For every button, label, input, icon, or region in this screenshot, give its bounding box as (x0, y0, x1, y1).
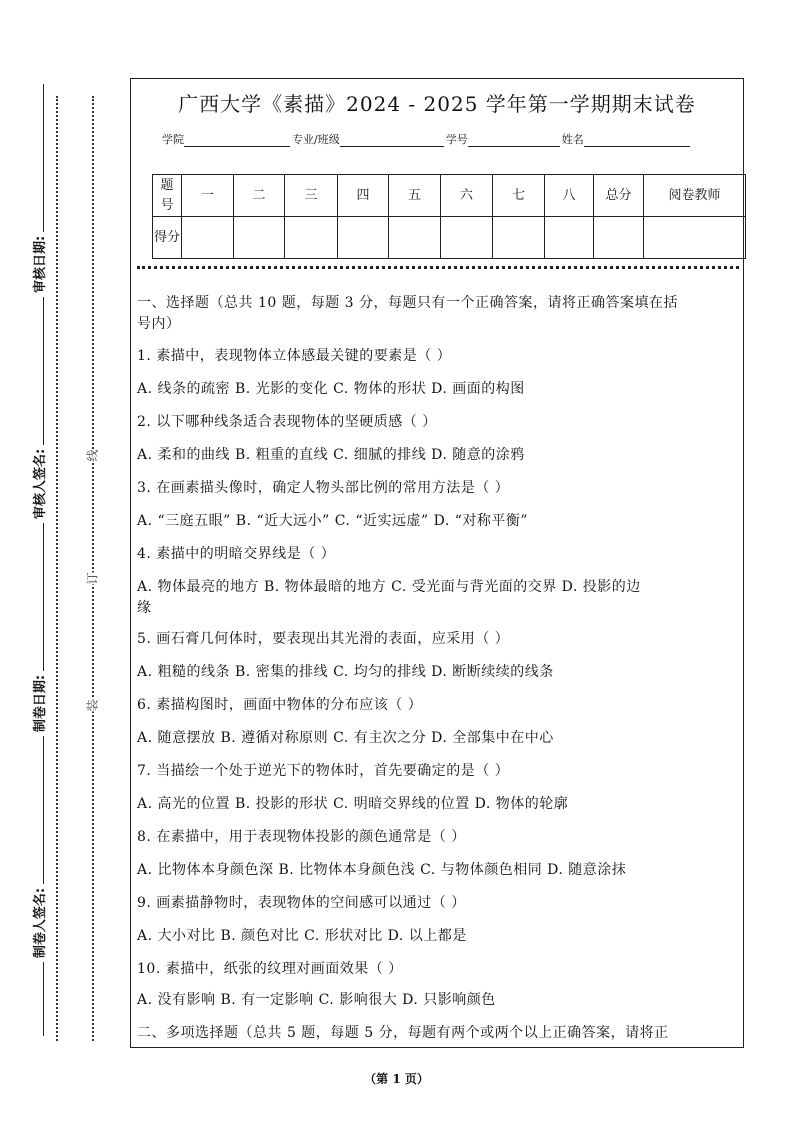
score-cell[interactable] (493, 217, 545, 259)
answer-options: A. 比物体本身颜色深 B. 比物体本身颜色浅 C. 与物体颜色相同 D. 随意涂抹 (137, 862, 627, 878)
binding-mark: 线 (85, 449, 100, 462)
preparer-signature-label: 制卷人签名: (32, 887, 48, 959)
preparation-date-label: 制卷日期: (32, 674, 48, 733)
question-text: 7. 当描绘一个处于逆光下的物体时，首先要确定的是（ ） (137, 763, 510, 779)
score-header-cell: 三 (285, 175, 338, 217)
reviewer-signature-label: 审核人签名: (32, 448, 48, 520)
score-cell[interactable] (594, 217, 644, 259)
student-info (162, 131, 692, 147)
name-field[interactable] (584, 132, 690, 147)
score-header-cell: 二 (234, 175, 285, 217)
score-cell[interactable] (441, 217, 493, 259)
binding-dotted-line (56, 96, 58, 1041)
binding-mark: 订 (85, 572, 100, 585)
answer-options: A. “三庭五眼” B. “近大远小” C. “近实远虚” D. “对称平衡” (137, 513, 529, 529)
question-text: 6. 素描构图时，画面中物体的分布应该（ ） (137, 697, 423, 713)
question-text: 二、多项选择题（总共 5 题，每题 5 分，每题有两个或两个以上正确答案，请将正 (137, 1025, 669, 1041)
question-text: 3. 在画素描头像时，确定人物头部比例的常用方法是（ ） (137, 480, 510, 496)
name-label: 姓名 (561, 133, 584, 146)
score-header-cell: 五 (389, 175, 441, 217)
question-text: 5. 画石膏几何体时，要表现出其光滑的表面，应采用（ ） (137, 631, 510, 647)
score-header-cell: 阅卷教师 (644, 175, 746, 217)
page-title: 广西大学《素描》2024 - 2025 学年第一学期期末试卷 (178, 92, 696, 116)
score-cell[interactable] (182, 217, 234, 259)
answer-options: A. 大小对比 B. 颜色对比 C. 形状对比 D. 以上都是 (137, 928, 467, 944)
score-header-cell: 总分 (594, 175, 644, 217)
answer-options: A. 物体最亮的地方 B. 物体最暗的地方 C. 受光面与背光面的交界 D. 投影的边 (137, 579, 641, 595)
score-row-label: 得分 (153, 217, 182, 259)
score-cell[interactable] (545, 217, 594, 259)
answer-options: A. 没有影响 B. 有一定影响 C. 影响很大 D. 只影响颜色 (137, 992, 496, 1008)
score-table (152, 174, 746, 259)
answer-options: A. 高光的位置 B. 投影的形状 C. 明暗交界线的位置 D. 物体的轮廓 (137, 796, 569, 812)
score-header-cell: 八 (545, 175, 594, 217)
review-date-label: 审核日期: (32, 235, 48, 294)
score-cell[interactable] (389, 217, 441, 259)
score-cell[interactable] (285, 217, 338, 259)
binding-dotted-line (92, 96, 94, 1041)
question-text: 10. 素描中，纸张的纹理对画面效果（ ） (137, 961, 403, 977)
page-number: （第 1 页） (364, 1072, 429, 1086)
score-header-cell: 题号 (153, 175, 182, 217)
question-text: 4. 素描中的明暗交界线是（ ） (137, 546, 336, 562)
question-text: 缘 (137, 600, 152, 616)
score-header-cell: 一 (182, 175, 234, 217)
score-header-cell: 四 (338, 175, 389, 217)
question-text: 9. 画素描静物时，表现物体的空间感可以通过（ ） (137, 895, 466, 911)
question-text: 一、选择题（总共 10 题，每题 3 分，每题只有一个正确答案，请将正确答案填在括 (137, 295, 679, 311)
question-text: 号内） (137, 316, 181, 332)
college-field[interactable] (184, 132, 290, 147)
question-text: 8. 在素描中，用于表现物体投影的颜色通常是（ ） (137, 829, 466, 845)
question-text: 1. 素描中，表现物体立体感最关键的要素是（ ） (137, 348, 452, 364)
score-cell[interactable] (234, 217, 285, 259)
score-header-cell: 六 (441, 175, 493, 217)
answer-options: A. 柔和的曲线 B. 粗重的直线 C. 细腻的排线 D. 随意的涂鸦 (137, 447, 525, 463)
answer-options: A. 粗糙的线条 B. 密集的排线 C. 均匀的排线 D. 断断续续的线条 (137, 664, 554, 680)
score-cell[interactable] (644, 217, 746, 259)
student-id-field[interactable] (468, 132, 560, 147)
score-cell[interactable] (338, 217, 389, 259)
college-label: 学院 (162, 133, 184, 146)
major-class-field[interactable] (340, 132, 444, 147)
score-header-cell: 七 (493, 175, 545, 217)
signature-strip (28, 80, 48, 1040)
question-text: 2. 以下哪种线条适合表现物体的坚硬质感（ ） (137, 414, 437, 430)
binding-mark: 装 (85, 699, 100, 712)
separator (137, 266, 739, 269)
major-class-label: 专业/班级 (292, 133, 340, 146)
student-id-label: 学号 (445, 133, 468, 146)
answer-options: A. 随意摆放 B. 遵循对称原则 C. 有主次之分 D. 全部集中在中心 (137, 730, 554, 746)
answer-options: A. 线条的疏密 B. 光影的变化 C. 物体的形状 D. 画面的构图 (137, 381, 525, 397)
